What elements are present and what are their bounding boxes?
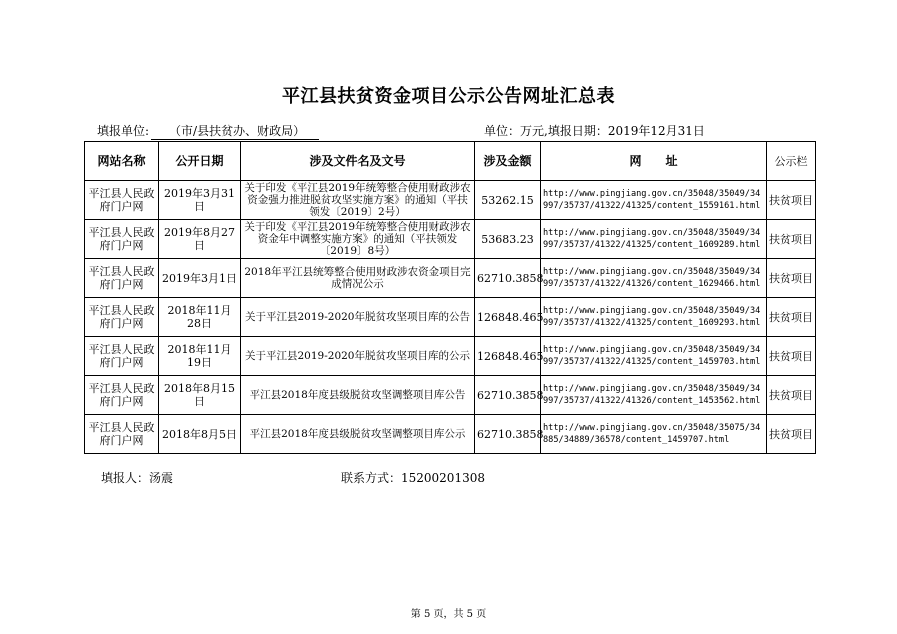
- cell-doc: 关于印发《平江县2019年统筹整合使用财政涉农资金年中调整实施方案》的通知（平扶领发〔2019〕8号）: [241, 220, 475, 259]
- cell-date: 2019年3月31日: [159, 181, 241, 220]
- cell-doc: 关于印发《平江县2019年统筹整合使用财政涉农资金强力推进脱贫攻坚实施方案》的通知（平扶领发〔2019〕2号）: [241, 181, 475, 220]
- cell-site: 平江县人民政府门户网: [85, 181, 159, 220]
- cell-site: 平江县人民政府门户网: [85, 220, 159, 259]
- table-row: [85, 181, 816, 220]
- cell-url[interactable]: http://www.pingjiang.gov.cn/35048/35075/34885/34889/36578/content_1459707.html: [541, 415, 767, 454]
- header-doc: 涉及文件名及文号: [241, 142, 475, 181]
- table-row: [85, 298, 816, 337]
- cell-column: 扶贫项目: [767, 181, 816, 220]
- cell-column: 扶贫项目: [767, 337, 816, 376]
- cell-amount: 62710.3858: [475, 415, 541, 454]
- cell-site: 平江县人民政府门户网: [85, 376, 159, 415]
- cell-column: 扶贫项目: [767, 220, 816, 259]
- table-row: [85, 337, 816, 376]
- header-column: 公示栏: [767, 142, 816, 181]
- table-row: [85, 220, 816, 259]
- header-amount: 涉及金额: [475, 142, 541, 181]
- cell-amount: 62710.3858: [475, 259, 541, 298]
- cell-site: 平江县人民政府门户网: [85, 259, 159, 298]
- cell-site: 平江县人民政府门户网: [85, 298, 159, 337]
- reporting-unit-label: 填报单位:: [97, 124, 150, 138]
- header-site: 网站名称: [85, 142, 159, 181]
- cell-site: 平江县人民政府门户网: [85, 415, 159, 454]
- cell-amount: 53262.15: [475, 181, 541, 220]
- cell-date: 2019年3月1日: [159, 259, 241, 298]
- cell-url[interactable]: http://www.pingjiang.gov.cn/35048/35049/34997/35737/41322/41325/content_1609293.html: [541, 298, 767, 337]
- cell-url[interactable]: http://www.pingjiang.gov.cn/35048/35049/34997/35737/41322/41325/content_1559161.html: [541, 181, 767, 220]
- cell-column: 扶贫项目: [767, 259, 816, 298]
- cell-doc: 关于平江县2019-2020年脱贫攻坚项目库的公告: [241, 298, 475, 337]
- cell-amount: 126848.465: [475, 298, 541, 337]
- cell-date: 2018年11月28日: [159, 298, 241, 337]
- cell-doc: 平江县2018年度县级脱贫攻坚调整项目库公示: [241, 415, 475, 454]
- cell-date: 2019年8月27日: [159, 220, 241, 259]
- cell-doc: 2018年平江县统筹整合使用财政涉农资金项目完成情况公示: [241, 259, 475, 298]
- document-title: 平江县扶贫资金项目公示公告网址汇总表: [282, 86, 615, 107]
- cell-doc: 关于平江县2019-2020年脱贫攻坚项目库的公示: [241, 337, 475, 376]
- filler-name: 填报人：汤震: [101, 471, 174, 485]
- cell-column: 扶贫项目: [767, 415, 816, 454]
- table-header-row: [85, 142, 816, 181]
- table-row: [85, 376, 816, 415]
- cell-date: 2018年11月19日: [159, 337, 241, 376]
- cell-doc: 平江县2018年度县级脱贫攻坚调整项目库公告: [241, 376, 475, 415]
- cell-amount: 62710.3858: [475, 376, 541, 415]
- contact-info: 联系方式：15200201308: [341, 471, 485, 485]
- cell-url[interactable]: http://www.pingjiang.gov.cn/35048/35049/34997/35737/41322/41325/content_1609289.html: [541, 220, 767, 259]
- cell-url[interactable]: http://www.pingjiang.gov.cn/35048/35049/34997/35737/41322/41326/content_1453562.html: [541, 376, 767, 415]
- cell-site: 平江县人民政府门户网: [85, 337, 159, 376]
- cell-column: 扶贫项目: [767, 298, 816, 337]
- cell-date: 2018年8月5日: [159, 415, 241, 454]
- cell-url[interactable]: http://www.pingjiang.gov.cn/35048/35049/34997/35737/41322/41325/content_1459703.html: [541, 337, 767, 376]
- cell-date: 2018年8月15日: [159, 376, 241, 415]
- cell-amount: 126848.465: [475, 337, 541, 376]
- cell-url[interactable]: http://www.pingjiang.gov.cn/35048/35049/34997/35737/41322/41326/content_1629466.html: [541, 259, 767, 298]
- table-row: [85, 415, 816, 454]
- header-date: 公开日期: [159, 142, 241, 181]
- cell-amount: 53683.23: [475, 220, 541, 259]
- header-url: 网 址: [541, 142, 767, 181]
- cell-column: 扶贫项目: [767, 376, 816, 415]
- reporting-unit-value: （市/县扶贫办、财政局）: [151, 122, 319, 140]
- summary-table: [84, 141, 816, 454]
- page-number: 第 5 页，共 5 页: [410, 609, 487, 620]
- table-row: [85, 259, 816, 298]
- reporting-unit: [97, 122, 319, 140]
- unit-and-date: 单位：万元,填报日期：2019年12月31日: [484, 124, 705, 138]
